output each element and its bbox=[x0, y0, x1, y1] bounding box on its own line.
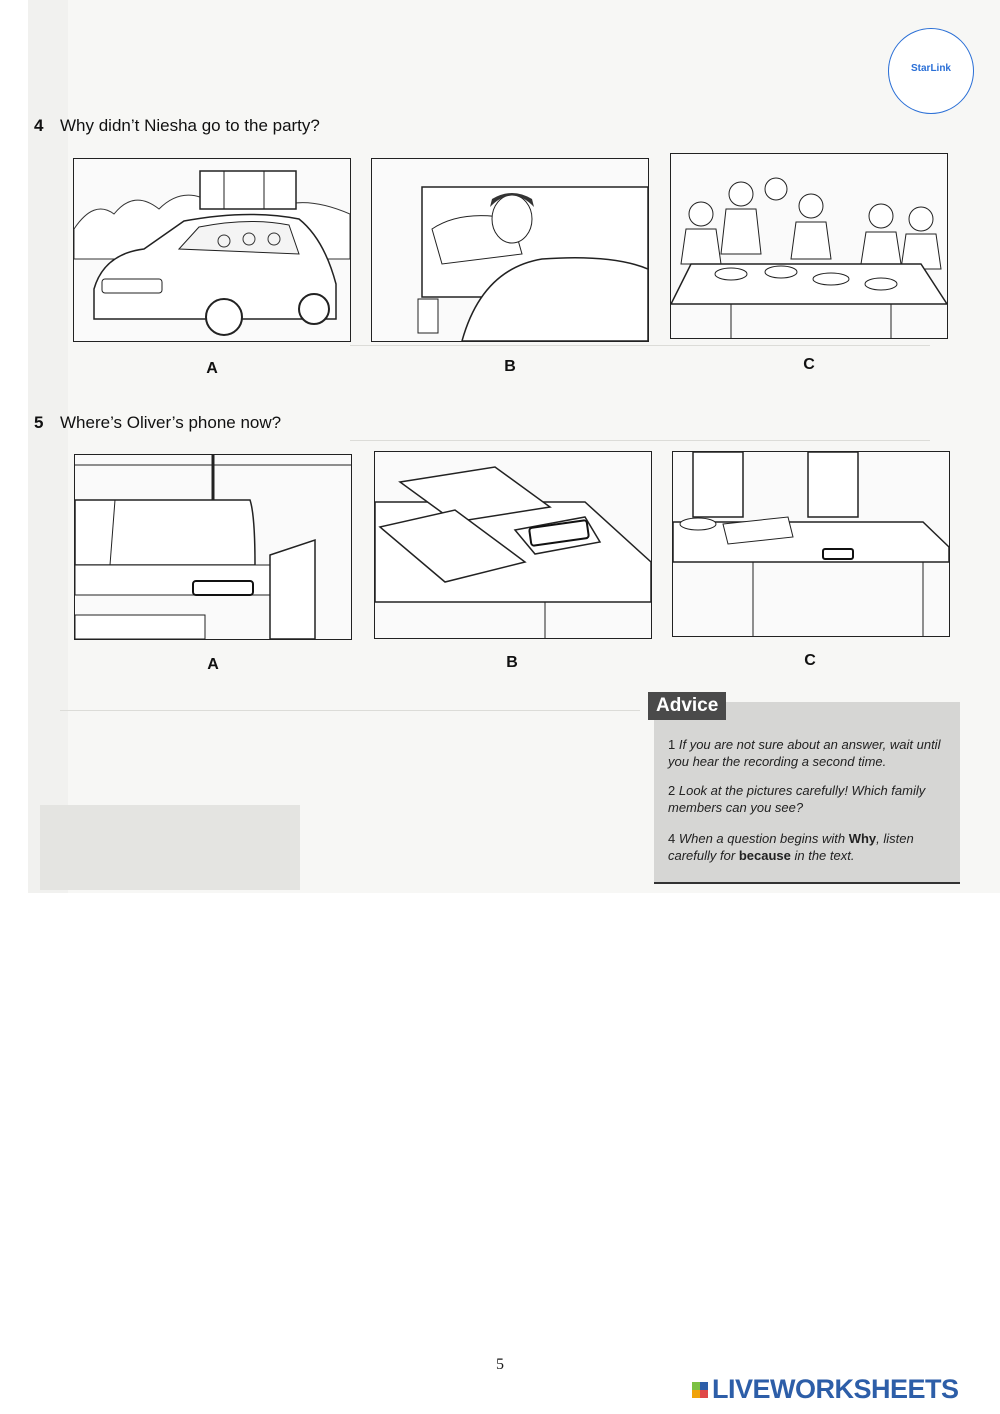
picture-q4-b-sick-in-bed[interactable] bbox=[371, 158, 649, 342]
tip-keyword: Why bbox=[848, 831, 877, 846]
liveworksheets-logo bbox=[692, 1374, 959, 1405]
picture-q4-c-family-dinner[interactable] bbox=[670, 153, 948, 339]
tip-text: If you are not sure about an answer, wait until you hear the recording a second time. bbox=[668, 737, 941, 769]
bleed-line bbox=[60, 710, 640, 711]
advice-tip-4 bbox=[668, 830, 950, 864]
option-label-a: A bbox=[206, 360, 218, 377]
liveworksheets-icon bbox=[692, 1382, 708, 1398]
watermark-text: LIVEWORKSHEETS bbox=[712, 1374, 959, 1404]
starlink-logo bbox=[888, 28, 974, 114]
picture-q4-a-car[interactable] bbox=[73, 158, 351, 342]
tip-number: 2 bbox=[668, 783, 676, 798]
question-text: Why didn’t Niesha go to the party? bbox=[60, 116, 320, 135]
question-4 bbox=[34, 116, 320, 136]
tip-number: 1 bbox=[668, 737, 676, 752]
option-label-b: B bbox=[506, 654, 518, 671]
sofa-illustration bbox=[75, 455, 351, 639]
option-label-c: C bbox=[804, 652, 816, 669]
advice-title: Advice bbox=[648, 692, 726, 720]
question-number: 4 bbox=[34, 116, 44, 135]
advice-tip-2 bbox=[668, 782, 950, 816]
logo-text: StarLink bbox=[910, 63, 951, 74]
tip-text: Look at the pictures carefully! Which family members can you see? bbox=[668, 783, 926, 815]
advice-tip-1 bbox=[668, 736, 950, 770]
table-illustration bbox=[673, 452, 949, 636]
option-label-b: B bbox=[504, 358, 516, 375]
dinner-illustration bbox=[671, 154, 947, 338]
bleed-line bbox=[350, 440, 930, 441]
sick-girl-illustration bbox=[372, 159, 648, 341]
page-number: 5 bbox=[496, 1356, 504, 1373]
picture-q5-b-desk-books[interactable] bbox=[374, 451, 652, 639]
tip-text: When a question begins with bbox=[678, 831, 849, 846]
tip-text: , listen carefully for bbox=[668, 831, 914, 863]
question-5 bbox=[34, 413, 281, 433]
picture-q5-c-dining-table[interactable] bbox=[672, 451, 950, 637]
option-label-a: A bbox=[207, 656, 219, 673]
picture-q5-a-sofa[interactable] bbox=[74, 454, 352, 640]
tip-number: 4 bbox=[668, 831, 676, 846]
car-illustration bbox=[74, 159, 350, 341]
bleed-line bbox=[350, 345, 930, 346]
question-number: 5 bbox=[34, 413, 44, 432]
advice-box bbox=[654, 702, 960, 884]
option-label-c: C bbox=[803, 356, 815, 373]
bleed-block bbox=[40, 805, 300, 890]
question-text: Where’s Oliver’s phone now? bbox=[60, 413, 282, 432]
desk-illustration bbox=[375, 452, 651, 638]
tip-text: in the text. bbox=[790, 848, 855, 863]
tip-keyword: because bbox=[738, 848, 791, 863]
